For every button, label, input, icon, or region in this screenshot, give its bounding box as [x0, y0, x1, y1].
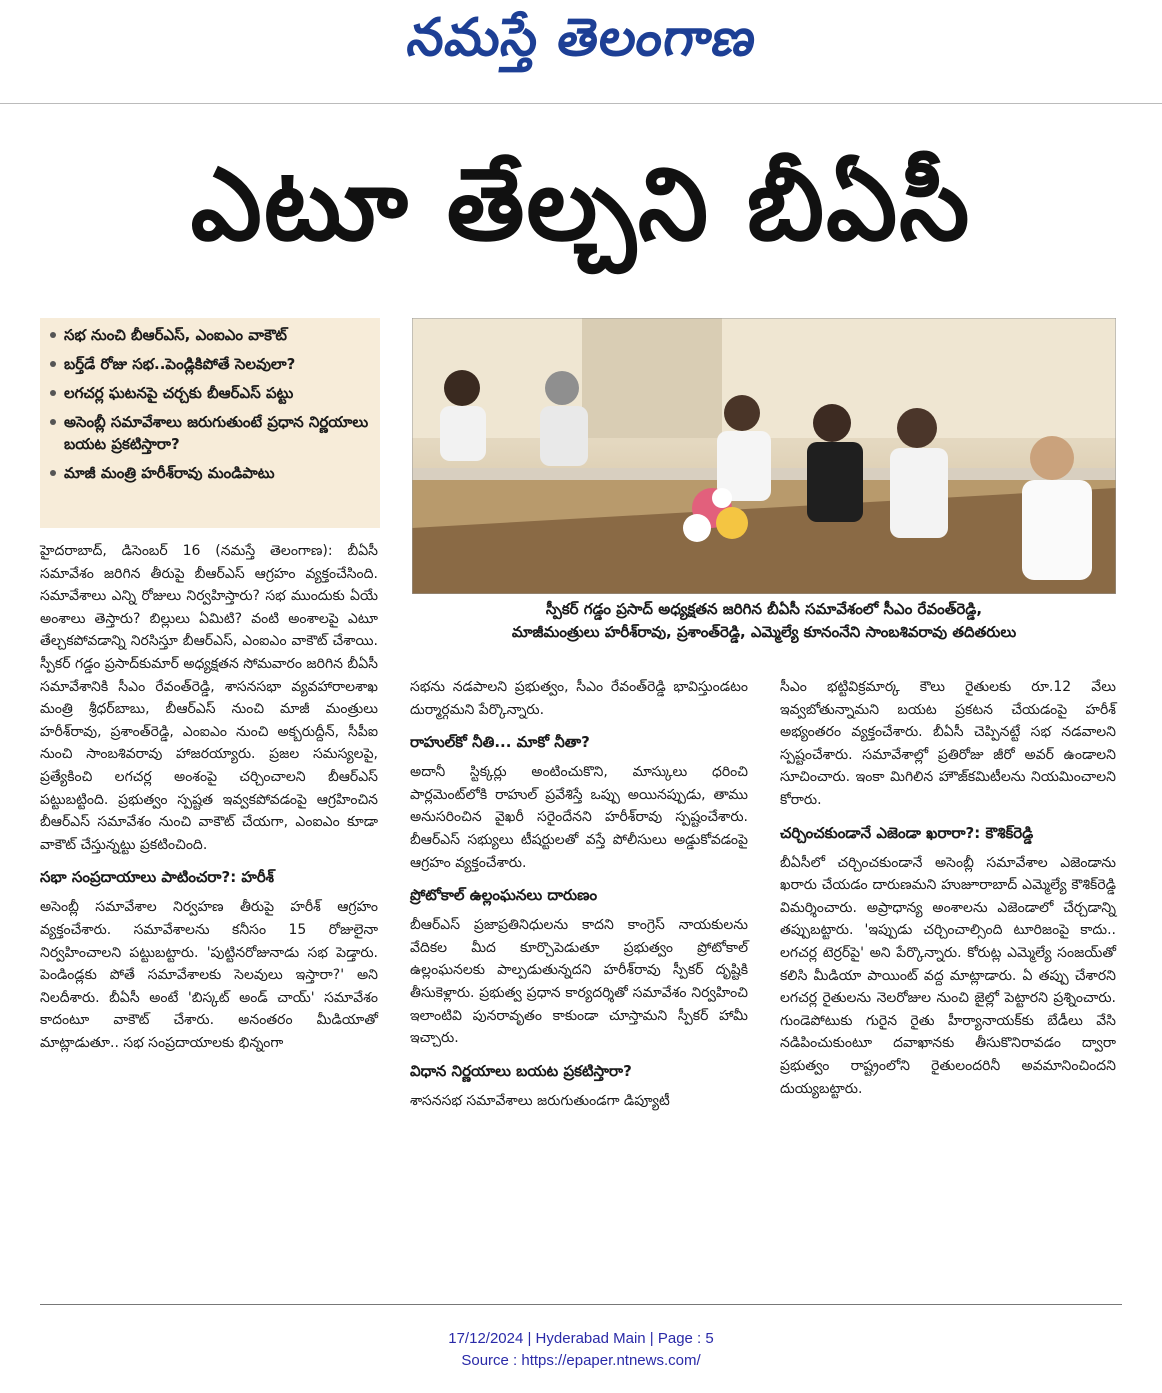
article-paragraph: అసెంబ్లీ సమావేశాల నిర్వహణ తీరుపై హరీశ్ ఆగ్రహం వ్యక్తంచేశారు. సమావేశాలను కనీసం 15 రోజులైనా నిర్వహించాలని పట్టుబట్టారు. 'పుట్టినరోజునాడు సభ పెడ్తారు. పెండిండ్లకు పోతే సమావేశాలకు సెలవులు ఇస్తారా?' అని నిలదీశారు. బీఏసీ అంటే 'బిస్కట్ అండ్ చాయ్' సమావేశం కాదంటూ వాకౌట్ చేశారు. అనంతరం మీడియాతో మాట్లాడుతూ.. సభ సంప్రదాయాలకు భిన్నంగా: [40, 899, 378, 1051]
article-paragraph: హైదరాబాద్, డిసెంబర్ 16 (నమస్తే తెలంగాణ): బీఏసీ సమావేశం జరిగిన తీరుపై బీఆర్ఎస్ ఆగ్రహం వ్యక్తంచేసింది. సమావేశాలు ఎన్ని రోజులు నిర్వహిస్తారు? సభ ముందుకు ఏయే అంశాలు తెస్తారు? బిల్లులు ఏమిటి? వంటి అంశాలపై ఎటూ తేల్చకపోవడాన్ని నిరసిస్తూ బీఆర్ఎస్, ఎంఐఎం వాకౌట్ చేశాయి. స్పీకర్ గడ్డం ప్రసాద్‌కుమార్ అధ్యక్షతన సోమవారం జరిగిన బీఏసీ సమావేశానికి సీఎం రేవంత్‌రెడ్డి, శాసనసభా వ్యవహారాలశాఖ మంత్రి శ్రీధర్‌బాబు, బీఆర్ఎస్ నుంచి మాజీ మంత్రులు హరీశ్‌రావు, ప్రశాంత్‌రెడ్డి, ఎంఐఎం నుంచి అక్బరుద్దీన్, సీపీఐ నుంచి సాంబశివరావు హాజరయ్యారు. ప్రజల సమస్యలపై, ప్రత్యేకించి లగచర్ల అంశంపై చర్చించాలని బీఆర్ఎస్ పట్టుబట్టింది. ప్రభుత్వం స్పష్టత ఇవ్వకపోవడంపై ఆగ్రహించిన బీఆర్ఎస్ సమావేశం నుంచి వాకౌట్ చేయగా, ఎంఐఎం కూడా వాకౌట్ చేస్తున్నట్టు ప్రకటించింది.: [40, 543, 378, 853]
bullet-icon: [50, 361, 56, 367]
page-footer: [0, 1328, 1162, 1372]
highlight-item: సభ నుంచి బీఆర్ఎస్, ఎంఐఎం వాకౌట్: [50, 324, 370, 346]
subheading: సభా సంప్రదాయాలు పాటించరా?: హరీశ్: [40, 868, 275, 887]
highlight-item: లగచర్ల ఘటనపై చర్చకు బీఆర్ఎస్ పట్టు: [50, 382, 370, 404]
footer-date-edition: 17/12/2024 | Hyderabad Main | Page : 5: [448, 1330, 714, 1347]
article-paragraph: శాసనసభ సమావేశాలు జరుగుతుండగా డిప్యూటీ: [410, 1092, 670, 1109]
article-column-2: [410, 676, 748, 1112]
article-column-1: [40, 540, 378, 1054]
highlight-item: మాజీ మంత్రి హరీశ్‌రావు మండిపాటు: [50, 462, 370, 484]
highlight-item: బర్త్‌డే రోజు సభ..పెండ్లికిపోతే సెలవులా?: [50, 353, 370, 375]
footer-source-link[interactable]: Source : https://epaper.ntnews.com/: [461, 1352, 701, 1369]
meeting-photo: [412, 318, 1116, 594]
article-paragraph: బీఆర్ఎస్ ప్రజాప్రతినిధులను కాదని కాంగ్రెస్ నాయకులను వేదికల మీద కూర్చొపెడుతూ ప్రభుత్వం ప్రోటోకాల్ ఉల్లంఘనలకు పాల్పడుతున్నదని హరీశ్‌రావు స్పీకర్ దృష్టికి తీసుకెళ్లారు. ప్రభుత్వ ప్రధాన కార్యదర్శితో సమావేశం నిర్వహించి ఇలాంటివి పునరావృతం కాకుండా చూస్తామని స్పీకర్ హామీ ఇచ్చారు.: [410, 917, 748, 1047]
highlight-item: అసెంబ్లీ సమావేశాలు జరుగుతుంటే ప్రధాన నిర్ణయాలు బయట ప్రకటిస్తారా?: [50, 411, 370, 455]
footer-divider: [40, 1304, 1122, 1305]
article-paragraph: సభను నడపాలని ప్రభుత్వం, సీఎం రేవంత్‌రెడ్డి భావిస్తుండటం దుర్మార్గమని పేర్కొన్నారు.: [410, 679, 748, 718]
bullet-icon: [50, 332, 56, 338]
masthead: [0, 0, 1162, 95]
bullet-icon: [50, 470, 56, 476]
subheading: రాహుల్‌కో నీతి... మాకో నీతా?: [410, 733, 590, 752]
bullet-icon: [50, 390, 56, 396]
article-paragraph: సీఎం భట్టివిక్రమార్క కౌలు రైతులకు రూ.12 వేలు ఇవ్వబోతున్నామని బయట ప్రకటన చేయడంపై హరీశ్ అభ్యంతరం వ్యక్తంచేశారు. బీఏసీ చెప్పినట్టే సభ నడవాలని స్పష్టంచేశారు. సమావేశాల్లో ప్రతిరోజు జీరో అవర్ ఉండాలని సూచించారు. ఇంకా మిగిలిన హౌజ్‌కమిటీలను నియమించాలని కోరారు.: [780, 679, 1116, 808]
article-paragraph: అదానీ స్టిక్కర్లు అంటించుకొని, మాస్కులు ధరించి పార్లమెంట్‌లోకి రాహుల్ ప్రవేశిస్తే ఒప్పు అయినప్పుడు, తాము అనుసరించిన వైఖరీ సరైందేనని హరీశ్‌రావు స్పష్టంచేశారు. బీఆర్ఎస్ సభ్యులు టీషర్టులతో వస్తే పోలీసులు అడ్డుకోవడంపై ఆగ్రహం వ్యక్తంచేశారు.: [410, 764, 748, 871]
caption-line: మాజీమంత్రులు హరీశ్‌రావు, ప్రశాంత్‌రెడ్డి, ఎమ్మెల్యే కూనంనేని సాంబశివరావు తదితరులు: [511, 623, 1017, 641]
photo-caption: [412, 598, 1116, 644]
subheading: విధాన నిర్ణయాలు బయట ప్రకటిస్తారా?: [410, 1061, 632, 1080]
article-headline: ఎటూ తేల్చని బీఏసీ: [190, 146, 972, 263]
masthead-divider: [0, 103, 1162, 104]
article-column-3: [780, 676, 1116, 1100]
bullet-icon: [50, 419, 56, 425]
meeting-photo-illustration: [412, 318, 1116, 594]
subheading: ప్రోటోకాల్ ఉల్లంఘనలు దారుణం: [410, 886, 598, 905]
article-paragraph: బీఏసీలో చర్చించకుండానే అసెంబ్లీ సమావేశాల ఎజెండాను ఖరారు చేయడం దారుణమని హుజూరాబాద్ ఎమ్మెల్యే కౌశిక్‌రెడ్డి విమర్శించారు. అప్రాధాన్య అంశాలను ఎజెండాలో చేర్చడాన్ని తప్పుబట్టారు. 'ఇప్పుడు చర్చించాల్సింది టూరిజంపై కాదు.. లగచర్ల టెర్రర్‌పై' అని పేర్కొన్నారు. కోరుట్ల ఎమ్మెల్యే సంజయ్‌తో కలిసి మీడియా పాయింట్ వద్ద మాట్లాడారు. ఏ తప్పు చేశారని లగచర్ల రైతులను నెలరోజుల నుంచి జైల్లో పెట్టారని ప్రశ్నించారు. గుండెపోటుకు గురైన రైతు హీర్యానాయక్‌కు బేడీలు వేసి నడిపించుకుంటూ దవాఖానకు తీసుకొనిరావడం ద్వారా ప్రభుత్వం రాష్ట్రంలోని రైతులందరినీ అవమానించిందని దుయ్యబట్టారు.: [780, 854, 1116, 1097]
subheading: చర్చించకుండానే ఎజెండా ఖరారా?: కౌశిక్‌రెడ్డి: [780, 823, 1034, 842]
highlights-box: [40, 318, 380, 528]
caption-line: స్పీకర్ గడ్డం ప్రసాద్ అధ్యక్షతన జరిగిన బీఏసీ సమావేశంలో సీఎం రేవంత్‌రెడ్డి,: [545, 600, 983, 618]
newspaper-logo: నమస్తే తెలంగాణ: [403, 8, 761, 68]
